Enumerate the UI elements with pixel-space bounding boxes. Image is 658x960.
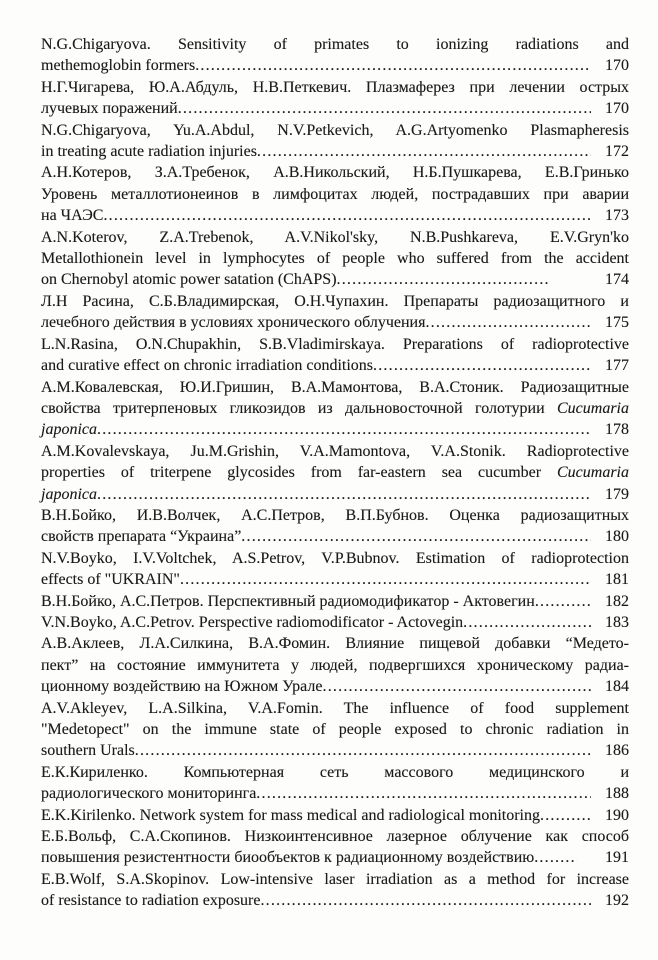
- toc-entry-text: [41, 740, 135, 761]
- toc-entry-text: [41, 55, 195, 76]
- toc-entry-text: [41, 569, 180, 590]
- toc-line: [41, 355, 629, 376]
- toc-entry-text: [41, 847, 534, 868]
- toc-entry-text: [41, 141, 257, 162]
- toc-entry-text: [41, 591, 535, 612]
- toc-line: [41, 398, 629, 419]
- toc-text: E.K.Kirilenko. Network system for mass medical and radiological monitoring: [41, 806, 540, 824]
- toc-line: [41, 740, 629, 761]
- toc-text: радиологического мониторинга: [41, 785, 257, 803]
- toc-line: [41, 441, 629, 462]
- page-number: 170: [605, 57, 629, 75]
- page-number: 186: [605, 742, 629, 760]
- toc-line: [41, 484, 629, 505]
- toc-line: [41, 248, 629, 269]
- toc-text: southern Urals: [41, 742, 135, 760]
- toc-line: [41, 719, 629, 740]
- toc-entry-text: [41, 312, 425, 333]
- dot-leader: [257, 141, 591, 162]
- toc-text: Уровень металлотионеинов в лимфоцитах людей, пострадавших при аварии: [41, 185, 629, 203]
- toc-line: [41, 826, 629, 847]
- page-number: 172: [605, 143, 629, 161]
- dot-leader: [256, 783, 591, 804]
- toc-text: methemoglobin formers: [41, 57, 196, 75]
- toc-text: A.V.Akleyev, L.A.Silkina, V.A.Fomin. The influence of food supplement: [41, 699, 629, 717]
- toc-line: [41, 377, 629, 398]
- toc-line: [41, 162, 629, 183]
- dot-leader: [540, 805, 591, 826]
- dot-leader: [178, 98, 591, 119]
- toc-line: [41, 526, 629, 547]
- dot-leader: [535, 591, 591, 612]
- toc-text-italic: Cucumaria: [557, 399, 629, 417]
- dot-leader: [373, 355, 591, 376]
- dot-leader: [337, 269, 549, 290]
- toc-line: [41, 184, 629, 205]
- dot-leader: [97, 484, 591, 505]
- toc-line: [41, 548, 629, 569]
- toc-line: [41, 890, 629, 911]
- toc-entry-text: [41, 355, 373, 376]
- toc-entry-text: [41, 419, 97, 440]
- dot-leader: [103, 205, 591, 226]
- toc-line: [41, 569, 629, 590]
- toc-line: [41, 847, 629, 868]
- dot-leader: [97, 419, 591, 440]
- toc-line: [41, 334, 629, 355]
- toc-line: [41, 505, 629, 526]
- toc-text: "Medetopect" on the immune state of people exposed to chronic radiation in: [41, 721, 629, 738]
- toc-line: [41, 869, 629, 890]
- toc-text: свойства тритерпеновых гликозидов из дальновосточной голотурии: [41, 399, 557, 417]
- toc-text: на ЧАЭС: [41, 207, 104, 225]
- toc-line: [41, 34, 629, 55]
- toc-text: ционному воздействию на Южном Урале: [41, 678, 323, 696]
- toc-list: [41, 34, 629, 912]
- toc-text: Е.Б.Вольф, С.А.Скопинов. Низкоинтенсивное лазерное облучение как способ: [41, 828, 629, 846]
- toc-text: effects of "UKRAIN": [41, 571, 180, 589]
- toc-line: [41, 783, 629, 804]
- toc-line: [41, 205, 629, 226]
- toc-text: of resistance to radiation exposure: [41, 892, 261, 910]
- toc-text: E.B.Wolf, S.A.Skopinov. Low-intensive laser irradiation as a method for increase: [41, 870, 629, 888]
- toc-text: N.V.Boyko, I.V.Voltchek, A.S.Petrov, V.P.Bubnov. Estimation of radioprotection: [41, 549, 629, 567]
- toc-line: [41, 55, 629, 76]
- toc-text: Н.Г.Чигарева, Ю.А.Абдуль, Н.В.Петкевич. Плазмаферез при лечении острых: [41, 78, 629, 96]
- toc-text: A.M.Kovalevskaya, Ju.M.Grishin, V.A.Mamontova, V.A.Stonik. Radioprotective: [41, 442, 629, 460]
- page-number: 182: [605, 592, 629, 610]
- toc-entry-text: [41, 612, 463, 633]
- page-number: 175: [605, 314, 629, 332]
- toc-line: [41, 291, 629, 312]
- toc-text: on Chernobyl atomic power satation (ChAPS): [41, 271, 337, 289]
- page-number: 173: [605, 207, 629, 225]
- toc-line: [41, 591, 629, 612]
- toc-line: [41, 805, 629, 826]
- toc-text: L.N.Rasina, O.N.Chupakhin, S.B.Vladimirskaya. Preparations of radioprotective: [41, 335, 629, 353]
- toc-entry-text: [41, 98, 178, 119]
- dot-leader: [425, 312, 591, 333]
- page-number: 179: [605, 485, 629, 503]
- dot-leader: [241, 526, 591, 547]
- page-number: 181: [605, 571, 629, 589]
- toc-entry-text: [41, 676, 323, 697]
- toc-text: N.G.Chigaryova, Yu.A.Abdul, N.V.Petkevich, A.G.Artyomenko Plasmapheresis: [41, 121, 629, 139]
- page-number: 170: [605, 100, 629, 118]
- toc-text: properties of triterpene glycosides from far-eastern sea cucumber: [41, 464, 557, 482]
- toc-entry-text: [41, 484, 97, 505]
- page-number: 190: [605, 806, 629, 824]
- toc-line: [41, 120, 629, 141]
- page-number: 178: [605, 421, 629, 439]
- toc-text: пект” на состояние иммунитета у людей, подвергшихся хроническому радиа-: [41, 656, 629, 674]
- toc-line: [41, 462, 629, 483]
- toc-text: А.Н.Котеров, З.А.Требенок, А.В.Никольский, Н.Б.Пушкарева, Е.В.Гринько: [41, 164, 629, 182]
- toc-line: [41, 419, 629, 440]
- page-number: 180: [605, 528, 629, 546]
- dot-leader: [463, 612, 591, 633]
- toc-text: Metallothionein level in lymphocytes of people who suffered from the accident: [41, 250, 629, 268]
- toc-text: В.Н.Бойко, И.В.Волчек, А.С.Петров, В.П.Бубнов. Оценка радиозащитных: [41, 506, 629, 524]
- toc-line: [41, 98, 629, 119]
- toc-text: В.Н.Бойко, А.С.Петров. Перспективный радиомодификатор - Актовегин: [41, 592, 535, 610]
- dot-leader: [260, 890, 591, 911]
- dot-leader: [195, 55, 591, 76]
- dot-leader: [135, 740, 591, 761]
- toc-text: А.В.Аклеев, Л.А.Силкина, В.А.Фомин. Влияние пищевой добавки “Медето-: [41, 635, 629, 653]
- toc-line: [41, 77, 629, 98]
- toc-text: повышения резистентности биообъектов к радиационному воздействию: [41, 849, 535, 867]
- toc-entry-text: [41, 526, 241, 547]
- dot-leader: [323, 676, 591, 697]
- toc-text: A.N.Koterov, Z.A.Trebenok, A.V.Nikol'sky, N.B.Pushkareva, E.V.Gryn'ko: [41, 228, 629, 246]
- toc-line: [41, 655, 629, 676]
- toc-text-italic: japonica: [41, 421, 97, 439]
- page-number: 188: [605, 785, 629, 803]
- toc-text-italic: Cucumaria: [557, 464, 629, 482]
- toc-line: [41, 698, 629, 719]
- dot-leader: [180, 569, 591, 590]
- toc-text-italic: japonica: [41, 485, 97, 503]
- toc-entry-text: [41, 269, 337, 290]
- dot-leader: [534, 847, 577, 868]
- page-number: 192: [605, 892, 629, 910]
- toc-text: свойств препарата “Украина”: [41, 528, 242, 546]
- toc-text: Е.К.Кириленко. Компьютерная сеть массового медицинского и: [41, 763, 629, 781]
- toc-text: N.G.Chigaryova. Sensitivity of primates to ionizing radiations and: [41, 36, 629, 53]
- toc-entry-text: [41, 205, 103, 226]
- toc-line: [41, 227, 629, 248]
- toc-line: [41, 269, 629, 290]
- toc-text: лечебного действия в условиях хронического облучения: [41, 314, 426, 332]
- toc-text: А.М.Ковалевская, Ю.И.Гришин, В.А.Мамонтова, В.А.Стоник. Радиозащитные: [41, 378, 629, 396]
- page-number: 174: [605, 271, 629, 289]
- toc-text: and curative effect on chronic irradiation conditions: [41, 357, 374, 375]
- toc-line: [41, 633, 629, 654]
- toc-text: V.N.Boyko, A.C.Petrov. Perspective radiomodificator - Actovegin: [41, 613, 464, 631]
- toc-text: in treating acute radiation injuries: [41, 143, 257, 161]
- toc-line: [41, 612, 629, 633]
- toc-entry-text: [41, 805, 540, 826]
- page-number: 184: [605, 678, 629, 696]
- page-number: 177: [605, 357, 629, 375]
- page-number: 183: [605, 613, 629, 631]
- toc-entry-text: [41, 890, 260, 911]
- toc-text: Л.Н Расина, С.Б.Владимирская, О.Н.Чупахин. Препараты радиозащитного и: [41, 292, 629, 310]
- toc-line: [41, 676, 629, 697]
- page-number: 191: [605, 849, 629, 867]
- toc-line: [41, 312, 629, 333]
- toc-line: [41, 141, 629, 162]
- toc-line: [41, 762, 629, 783]
- toc-entry-text: [41, 783, 256, 804]
- toc-text: лучевых поражений: [41, 100, 178, 118]
